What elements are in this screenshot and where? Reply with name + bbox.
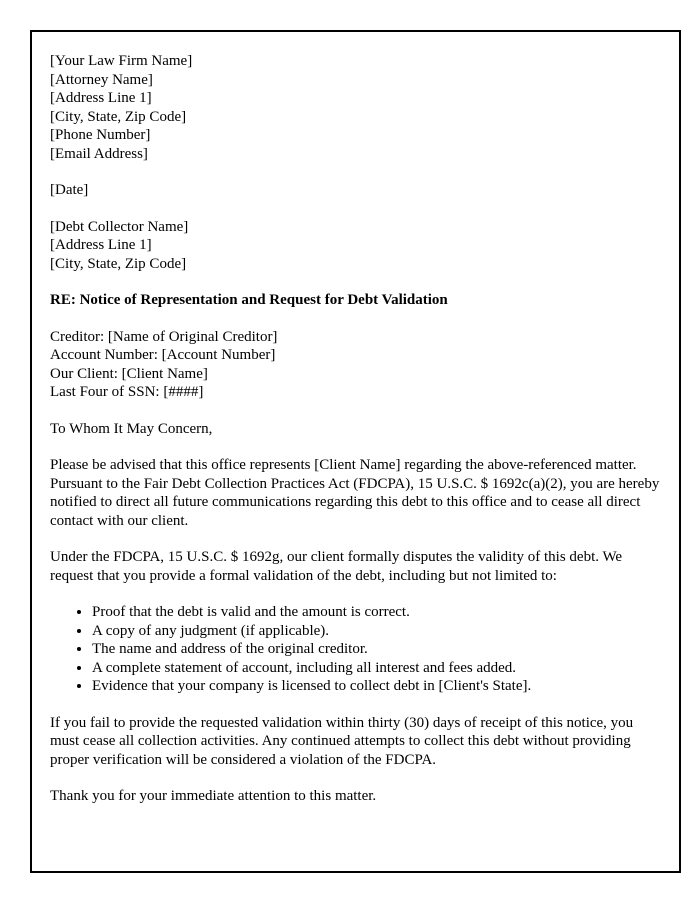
body-paragraph-2: Under the FDCPA, 15 U.S.C. $ 1692g, our client formally disputes the validity of this debt. We request that you provide a formal validation of the debt, including but not limited to: — [50, 549, 623, 584]
sender-attorney-name: [Attorney Name] — [50, 71, 153, 88]
sender-phone: [Phone Number] — [50, 127, 151, 143]
sender-city-state-zip: [City, State, Zip Code] — [50, 108, 187, 125]
list-item: • Evidence that your company is licensed to collect debt in [Client's State]. — [92, 677, 661, 696]
sender-firm-name: [Your Law Firm Name] — [50, 53, 193, 69]
list-item: • The name and address of the original creditor. — [92, 640, 661, 659]
recipient-address-block — [50, 218, 661, 274]
reference-creditor: Creditor: [Name of Original Creditor] — [50, 328, 278, 345]
body-paragraph-3: If you fail to provide the requested validation within thirty (30) days of receipt of this notice, you must cease all collection activities. Any continued attempts to collect this debt without providing proper verification will be considered a violation of the FDCPA. — [50, 714, 634, 768]
recipient-name: [Debt Collector Name] — [50, 218, 189, 235]
date-block — [50, 181, 661, 200]
subject-line: RE: Notice of Representation and Request for Debt Validation — [50, 292, 448, 308]
closing-line: Thank you for your immediate attention to this matter. — [50, 788, 377, 804]
recipient-address-line-1: [Address Line 1] — [50, 237, 152, 253]
list-item: • Proof that the debt is valid and the amount is correct. — [92, 603, 661, 622]
letter-date: [Date] — [50, 182, 89, 198]
sender-address-line-1: [Address Line 1] — [50, 90, 152, 106]
list-item: • A complete statement of account, including all interest and fees added. — [92, 659, 661, 678]
reference-ssn-last-four: Last Four of SSN: [####] — [50, 384, 204, 400]
list-item: • A copy of any judgment (if applicable). — [92, 622, 661, 641]
sender-email: [Email Address] — [50, 145, 148, 162]
letter-page — [30, 30, 681, 873]
reference-client-name: Our Client: [Client Name] — [50, 365, 208, 382]
validation-request-list — [50, 603, 661, 696]
recipient-city-state-zip: [City, State, Zip Code] — [50, 255, 187, 272]
body-paragraph-1: Please be advised that this office represents [Client Name] regarding the above-referenced matter. Pursuant to the Fair Debt Collection Practices Act (FDCPA), 15 U.S.C. $ 1692c(a)(2), you are hereby notified to direct all future communications regarding this debt to this office and to cease all direct contact with our client. — [50, 457, 660, 529]
sender-address-block — [50, 52, 661, 163]
salutation: To Whom It May Concern, — [50, 420, 213, 437]
reference-account-number: Account Number: [Account Number] — [50, 347, 276, 363]
reference-block — [50, 328, 661, 402]
